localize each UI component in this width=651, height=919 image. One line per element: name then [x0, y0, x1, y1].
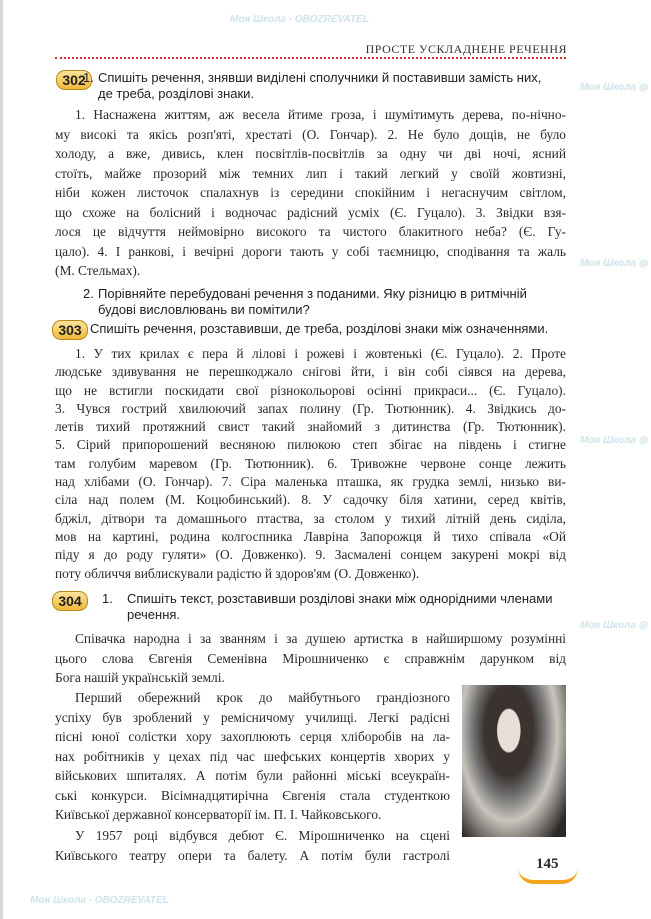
text-line: 1. У тих крилах є пера й лілові і рожеві і жовтенькі (Є. Гуцало). 2. Проте: [75, 346, 566, 361]
text-line: що схоже на болісний і водночас радісний усміх (Є. Гуцало). 3. Звідки взя-: [55, 204, 566, 220]
exercise-number-304: 304: [52, 591, 88, 611]
task-line: речення.: [127, 607, 181, 622]
text-line: лося це відчуття неймовірно високого та чистого блакитного неба? (Є. Гу-: [55, 224, 566, 239]
text-line: поту обличчя виблискували радістю й здоров'ям (О. Довженко).: [55, 565, 420, 581]
text-line: успіху був зроблений у ремісничому училищі. Легкі радісні: [55, 709, 450, 725]
exercise-302-task-1: [83, 70, 542, 102]
text-line: холоду, а вже, дивись, клен посвітлів-посвітлів за одну чи дві ночі, ясний: [55, 146, 566, 161]
text-line: ські конкурси. Вісімнадцятирічна Євгенія стала студенткою: [55, 787, 450, 803]
text-line: Київської державної консерваторії ім. П. І. Чайковського.: [55, 807, 382, 822]
text-line: Співачка народна і за званням і за душею артистка в найширшому розумінні: [75, 631, 566, 646]
running-header: ПРОСТЕ УСКЛАДНЕНЕ РЕЧЕННЯ: [365, 42, 567, 56]
watermark: Моя Школа ◎: [580, 435, 648, 446]
text-line: цього слова Євгенія Семенівна Мірошниченко є справжнім дарунком від: [55, 650, 566, 666]
text-line: Бога нашій українській землі.: [55, 670, 225, 685]
watermark: Моя Школа · OBOZREVATEL: [230, 14, 369, 25]
exercise-304-paragraph-2: [55, 688, 450, 825]
task-number: 1.: [102, 591, 113, 606]
page-number: 145: [536, 856, 559, 872]
text-line: Київського театру опери та балету. А потім були гастролі: [55, 847, 450, 863]
exercise-number-303: 303: [52, 320, 88, 340]
text-line: Перший обережний крок до майбутнього грандіозного: [75, 690, 450, 705]
task-number: 2.: [83, 286, 94, 301]
task-line: Спишіть текст, розставивши розділові знаки між однорідними членами: [127, 591, 553, 606]
exercise-302-task-2: [83, 286, 527, 318]
text-line: що не встигли поскидати свої різнокольорові осінні прикраси... (Є. Гуцало).: [55, 382, 566, 398]
text-line: над хлібами (О. Гончар). 7. Сіра маленька пташка, як грудка землі, низько ви-: [55, 474, 566, 490]
text-line: мов на картині, родина колгоспника Лавріна Запорожця й тихо співала «Ой: [55, 528, 566, 544]
text-line: піду я до роду гуляти» (О. Довженко). 9. Засмалені сонцем закурені мокрі від: [55, 547, 566, 563]
text-line: 3. Чувся гострий хвилюючий запах полину (Гр. Тютюнник). 4. Звідкись до-: [55, 400, 566, 416]
text-line: У 1957 році відбувся дебют Є. Мірошниченко на сцені: [75, 828, 450, 843]
text-line: там голубим маревом (Гр. Тютюнник). 6. Тривожне червоне сонце лежить: [55, 455, 566, 471]
text-line: сіла над полем (М. Коцюбинський). 8. У садочку біля хатини, серед квітів,: [55, 492, 566, 508]
text-line: цало). 4. І ранкові, і вечірні дороги тають у собі таємницю, сподівання та жаль: [55, 243, 566, 259]
text-line: ніби кожен листочок спалахнув із середини спокійним і негаснучим світлом,: [55, 185, 566, 200]
text-line: му високі та якісь розп'яті, хрестаті (О. Гончар). 2. Не було дощів, не було: [55, 126, 566, 142]
singer-portrait-photo: [462, 685, 566, 837]
task-number: 1.: [83, 70, 94, 85]
text-line: летів тихий протяжний свист такий знайомий з дитинства (Гр. Тютюнник).: [55, 419, 566, 435]
text-line: людське здивування не перешкоджало снігові йти, і він собі сіявся на дерева,: [55, 364, 566, 380]
text-line: (М. Стельмах).: [55, 263, 141, 278]
text-line: стоїть, майже прозорий між темних лип і такий легкий у своїй жовтизні,: [55, 165, 566, 181]
text-line: 1. Наснажена життям, аж весела йтиме гроза, і шумітимуть дерева, по-нічно-: [75, 107, 566, 122]
exercise-304-paragraph-3: [55, 826, 450, 865]
header-divider: [55, 57, 566, 59]
watermark: Моя Школа ◎: [580, 258, 648, 269]
watermark: Моя Школа ◎: [580, 620, 648, 631]
task-line: Порівняйте перебудовані речення з поданими. Яку різницю в ритмічній: [98, 286, 527, 301]
exercise-303-text: [55, 345, 566, 583]
exercise-304-paragraph-1: [55, 629, 566, 688]
exercise-304-task: [102, 591, 553, 623]
page-edge: [0, 0, 3, 919]
task-line: де треба, розділові знаки.: [98, 86, 255, 101]
text-line: бджіл, дітвори та домашнього птаства, за столом у тихий літній день сиділа,: [55, 510, 566, 526]
text-line: нах робітників у цехах під час шефських концертів хворих у: [55, 748, 450, 764]
task-line: будові висловлювань ви помітили?: [98, 302, 310, 317]
text-line: військових шпиталях. А потім були районні міські всеукраїн-: [55, 768, 450, 783]
text-line: пісні юної солістки хору захоплюють серця хліборобів на ла-: [55, 729, 450, 744]
watermark: Моя Школа · OBOZREVATEL: [30, 895, 169, 906]
exercise-number-302: 302: [56, 70, 92, 90]
exercise-302-text: [55, 105, 566, 281]
text-line: 5. Сірий припорошений весняною пилюкою степ збігає на південь і стигне: [55, 437, 566, 453]
task-line: Спишіть речення, знявши виділені сполучники й поставивши замість них,: [98, 70, 542, 85]
watermark: Моя Школа ◎: [580, 82, 648, 93]
exercise-303-task: Спишіть речення, розставивши, де треба, розділові знаки між означеннями.: [90, 321, 549, 336]
